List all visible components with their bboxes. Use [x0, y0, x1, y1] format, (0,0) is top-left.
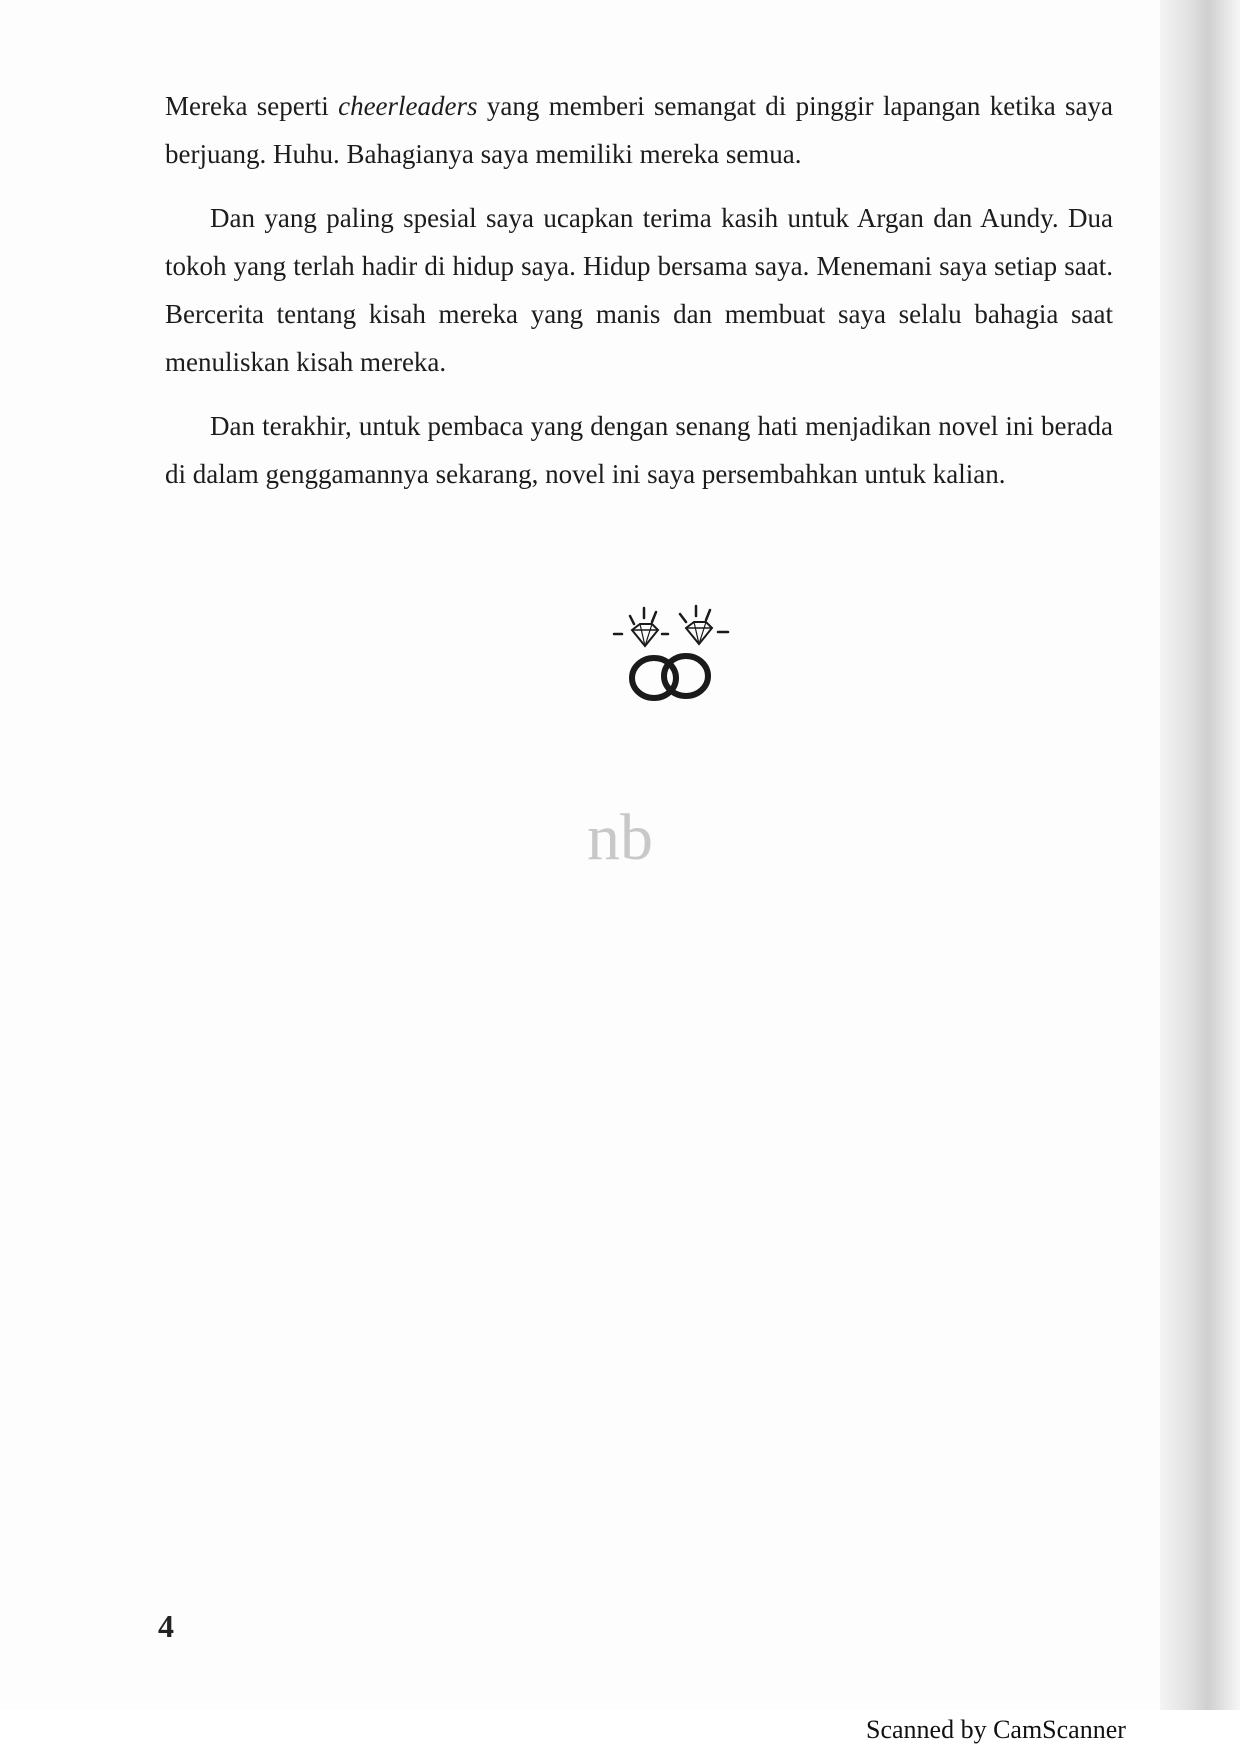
scanner-credit: Scanned by CamScanner [866, 1715, 1126, 1744]
watermark: nb [587, 801, 653, 874]
paragraph-2: Dan yang paling spesial saya ucapkan terima kasih untuk Argan dan Aundy. Dua tokoh yang terlah hadir di hidup saya. Hidup bersama saya. Menemani saya setiap saat. Bercerita tentang kisah mereka yang manis dan membuat saya selalu bahagia saat menuliskan kisah mereka. [165, 203, 1113, 377]
wedding-rings-icon [600, 600, 744, 712]
emphasized-word: cheerleaders [338, 91, 478, 121]
page-number: 4 [158, 1608, 174, 1644]
body-text [165, 82, 1113, 514]
paragraph-3: Dan terakhir, untuk pembaca yang dengan senang hati menjadikan novel ini berada di dalam genggamannya sekarang, novel ini saya persembahkan untuk kalian. [165, 411, 1113, 489]
paragraph-1: Mereka seperti cheerleaders yang memberi semangat di pinggir lapangan ketika saya berjuang. Huhu. Bahagianya saya memiliki mereka semua. [165, 91, 1114, 169]
page-spine-shadow [1160, 0, 1240, 1710]
